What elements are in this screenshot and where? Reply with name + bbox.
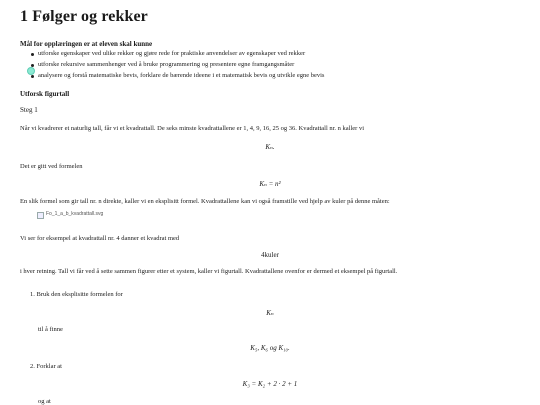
task-1-text: til å finne	[38, 326, 63, 333]
paragraph-5: i hver retning. Tall vi får ved å sette sammen figurer etter et system, kaller vi figurtall. Kvadrattallene ovenfor er dermed et eksempel på figurtall.	[20, 268, 398, 275]
bullet-1	[31, 53, 34, 56]
section-heading: Utforsk figurtall	[20, 90, 70, 98]
paragraph-3: En slik formel som gir tall nr. n direkte, kaller vi en eksplisitt formel. Kvadrattallene kan vi også framstille ved hjelp av kuler på denne måten:	[20, 198, 390, 205]
task-1-equation-2: K₅, K₆ og K₁₀.	[250, 344, 290, 352]
task-1-label: 1. Bruk den eksplisitte formelen for	[30, 291, 123, 298]
task-2-equation: K₃ = K₂ + 2 · 2 + 1	[242, 380, 298, 388]
equation-k-n: Kₙ.	[265, 143, 275, 151]
task-2-label: 2. Forklar at	[30, 363, 62, 370]
goal-item-2: utforske rekursive sammenhenger ved å bruke programmering og presentere egne framgangsmåter	[38, 61, 295, 68]
bullet-3	[31, 75, 34, 78]
image-placeholder-icon	[37, 212, 44, 219]
equation-4kuler: 4kuler	[261, 251, 279, 259]
equation-formula: Kₙ = n²	[259, 180, 281, 188]
task-1-equation: Kₙ	[266, 309, 274, 317]
goals-heading: Mål for opplæringen er at eleven skal kunne	[20, 40, 153, 48]
paragraph-2: Det er gitt ved formelen	[20, 163, 83, 170]
mouse-cursor-indicator	[27, 67, 35, 75]
goal-item-3: analysere og forstå matematiske bevis, forklare de bærende ideene i et matematisk bevis og utvikle egne bevis	[38, 72, 325, 79]
page-title: 1 Følger og rekker	[20, 8, 148, 25]
broken-image	[37, 211, 127, 221]
task-2-more: og at	[38, 398, 51, 405]
paragraph-1: Når vi kvadrerer et naturlig tall, får vi et kvadrattall. De seks minste kvadrattallene er 1, 4, 9, 16, 25 og 36. Kvadrattall nr. n kaller vi	[20, 125, 365, 132]
goal-item-1: utforske egenskaper ved ulike rekker og gjøre rede for praktiske anvendelser av egenskaper ved rekker	[38, 50, 306, 57]
image-alt-text: Fo_1_a_b_kvadrattall.svg	[46, 211, 104, 217]
step-label: Steg 1	[20, 106, 38, 114]
paragraph-4: Vi ser for eksempel at kvadrattall nr. 4 danner et kvadrat med	[20, 235, 180, 242]
